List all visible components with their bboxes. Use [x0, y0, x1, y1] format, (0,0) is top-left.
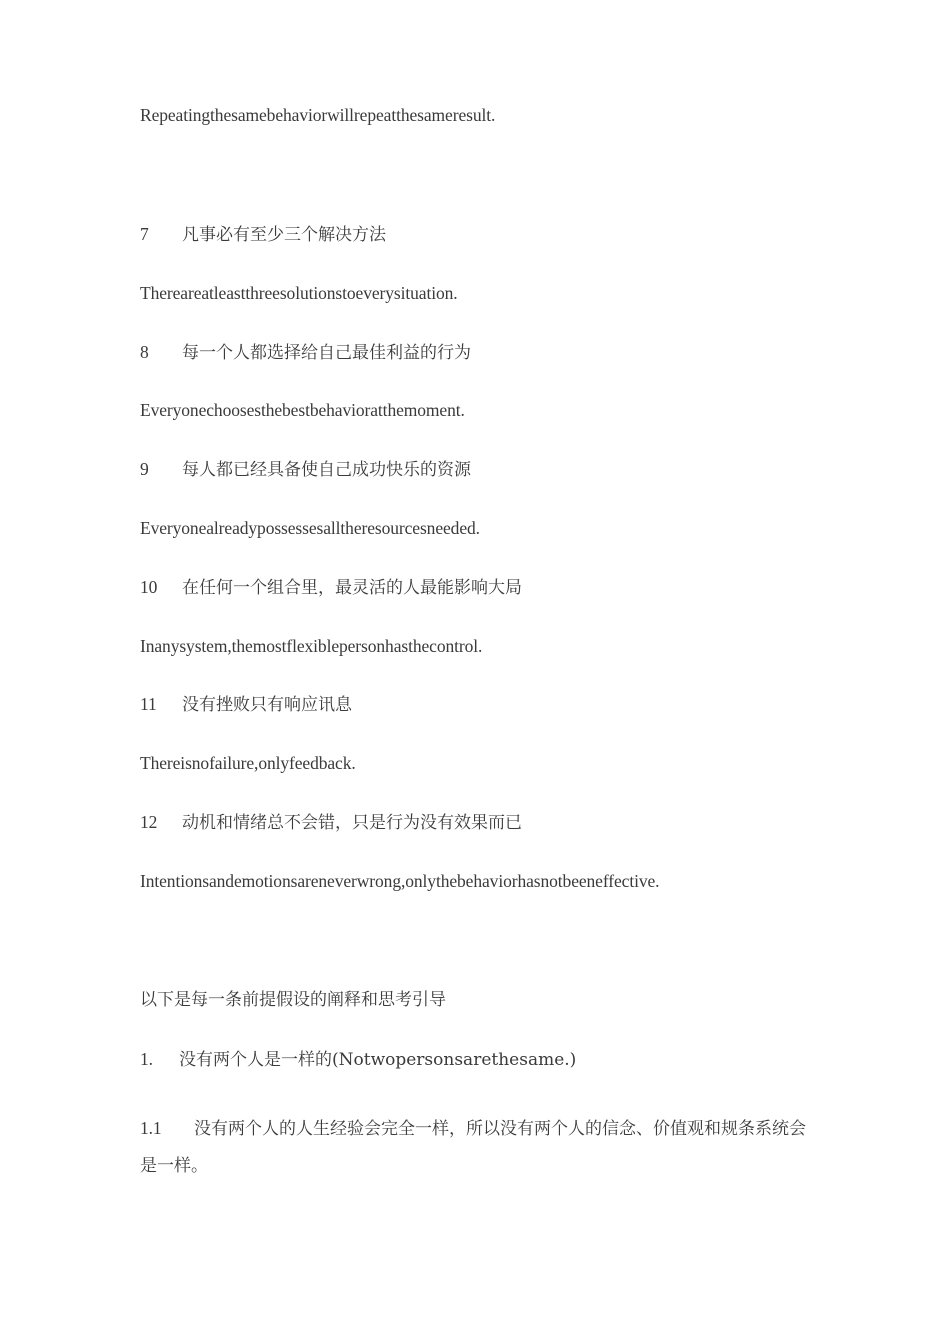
item-number: 1.1 — [140, 1118, 162, 1138]
line-number: 9 — [140, 459, 149, 479]
line-text: Inanysystem,themostflexiblepersonhasthecontrol. — [140, 636, 483, 656]
item-number: 1. — [140, 1049, 153, 1069]
line-text: 没有挫败只有响应讯息 — [182, 695, 352, 715]
line-text: 每人都已经具备使自己成功快乐的资源 — [182, 460, 471, 480]
section-heading — [140, 990, 446, 1010]
list-item-1-1 — [140, 1110, 820, 1185]
line-text: 每一个人都选择给自己最佳利益的行为 — [182, 343, 471, 363]
english-line — [140, 105, 495, 125]
list-item-1 — [140, 1049, 576, 1070]
line-text: 在任何一个组合里，最灵活的人最能影响大局 — [182, 578, 522, 598]
line-text: Everyonechoosesthebestbehavioratthemoment. — [140, 400, 465, 420]
item-text: 没有两个人是一样的(Notwopersonsarethesame.) — [179, 1050, 577, 1070]
line-text: Everyonealreadypossessesalltheresourcesneeded. — [140, 518, 480, 538]
line-text: Thereisnofailure,onlyfeedback. — [140, 753, 356, 773]
line-text: 凡事必有至少三个解决方法 — [182, 225, 386, 245]
item-text: 没有两个人的人生经验会完全一样，所以没有两个人的信念、价值观和规条系统会是一样。 — [140, 1119, 806, 1176]
line-number: 10 — [140, 577, 158, 597]
english-line — [140, 871, 659, 891]
english-line — [140, 283, 458, 303]
line-text: Intentionsandemotionsareneverwrong,onlythebehaviorhasnotbeeneffective. — [140, 871, 660, 891]
line-number: 11 — [140, 694, 157, 714]
numbered-line — [140, 577, 522, 598]
line-number: 7 — [140, 224, 149, 244]
line-text: Thereareatleastthreesolutionstoeverysituation. — [140, 283, 458, 303]
line-number: 12 — [140, 812, 158, 832]
line-text: 动机和情绪总不会错，只是行为没有效果而已 — [182, 813, 522, 833]
english-line — [140, 518, 480, 538]
line-text: Repeatingthesamebehaviorwillrepeatthesameresult. — [140, 105, 496, 125]
numbered-line — [140, 224, 386, 245]
heading-text: 以下是每一条前提假设的阐释和思考引导 — [140, 990, 446, 1010]
numbered-line — [140, 342, 471, 363]
line-number: 8 — [140, 342, 149, 362]
numbered-line — [140, 459, 471, 480]
english-line — [140, 753, 356, 773]
english-line — [140, 636, 482, 656]
english-line — [140, 400, 465, 420]
numbered-line — [140, 812, 522, 833]
numbered-line — [140, 694, 352, 715]
